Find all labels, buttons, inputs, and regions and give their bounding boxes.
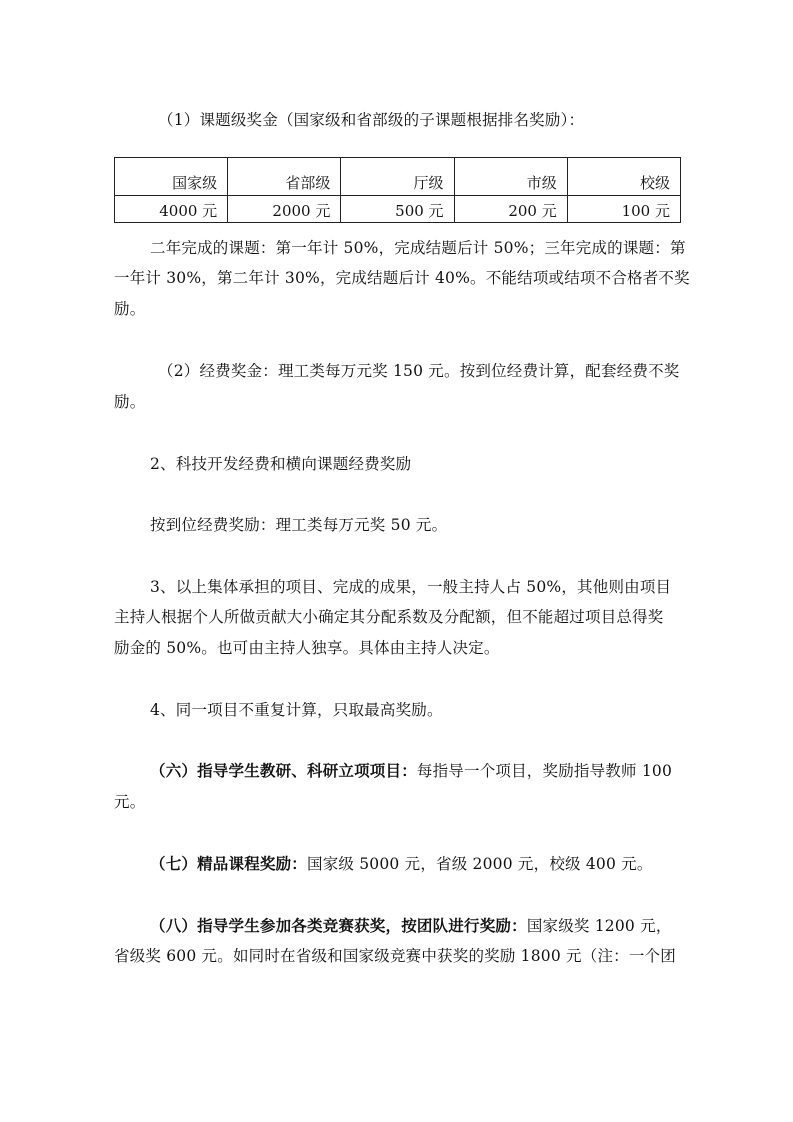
table-cell: 市级 — [454, 158, 567, 196]
table-cell: 2000 元 — [228, 196, 341, 223]
table-cell: 100 元 — [567, 196, 680, 223]
paragraph-line: 二年完成的课题：第一年计 50%，完成结题后计 50%；三年完成的课题：第 — [150, 239, 686, 257]
paragraph-line: 一年计 30%，第二年计 30%，完成结题后计 40%。不能结项或结项不合格者不奖 — [114, 269, 690, 287]
bold-heading: （八）指导学生参加各类竞赛获奖，按团队进行奖励： — [150, 916, 527, 935]
paragraph-line: 励金的 50%。也可由主持人独享。具体由主持人决定。 — [114, 639, 500, 657]
table-cell: 省部级 — [228, 158, 341, 196]
paragraph-text: 每指导一个项目，奖励指导教师 100 — [416, 762, 673, 780]
bold-heading: （六）指导学生教研、科研立项项目： — [150, 761, 417, 780]
paragraph-line: 按到位经费奖励：理工类每万元奖 50 元。 — [150, 516, 448, 534]
table-row-levels — [115, 158, 681, 196]
table-row-amounts — [115, 196, 681, 223]
paragraph-line — [150, 761, 672, 781]
section-heading-2: 2、科技开发经费和横向课题经费奖励 — [150, 455, 412, 473]
paragraph-line: 励。 — [114, 300, 146, 318]
paragraph-line — [150, 854, 653, 874]
award-table — [114, 157, 681, 223]
paragraph-text: 国家级 5000 元，省级 2000 元，校级 400 元。 — [307, 855, 653, 873]
paragraph-line: 励。 — [114, 393, 146, 411]
paragraph-line: 3、以上集体承担的项目、完成的成果，一般主持人占 50%，其他则由项目 — [150, 578, 672, 596]
table-cell: 国家级 — [115, 158, 228, 196]
table-cell: 200 元 — [454, 196, 567, 223]
paragraph-line: 元。 — [114, 793, 146, 811]
paragraph-line — [150, 916, 672, 936]
paragraph-topic-award-heading: （1）课题级奖金（国家级和省部级的子课题根据排名奖励）： — [158, 111, 585, 129]
paragraph-line: （2）经费奖金：理工类每万元奖 150 元。按到位经费计算，配套经费不奖 — [158, 362, 680, 380]
paragraph-line: 省级奖 600 元。如同时在省级和国家级竞赛中获奖的奖励 1800 元（注：一个团 — [114, 947, 676, 965]
bold-heading: （七）精品课程奖励： — [150, 854, 308, 873]
table-cell: 厅级 — [341, 158, 454, 196]
paragraph-text: 国家级奖 1200 元， — [526, 917, 672, 935]
paragraph-line: 4、同一项目不重复计算，只取最高奖励。 — [150, 701, 443, 719]
table-cell: 4000 元 — [115, 196, 228, 223]
table-cell: 500 元 — [341, 196, 454, 223]
table-cell: 校级 — [567, 158, 680, 196]
paragraph-line: 主持人根据个人所做贡献大小确定其分配系数及分配额，但不能超过项目总得奖 — [114, 608, 664, 626]
